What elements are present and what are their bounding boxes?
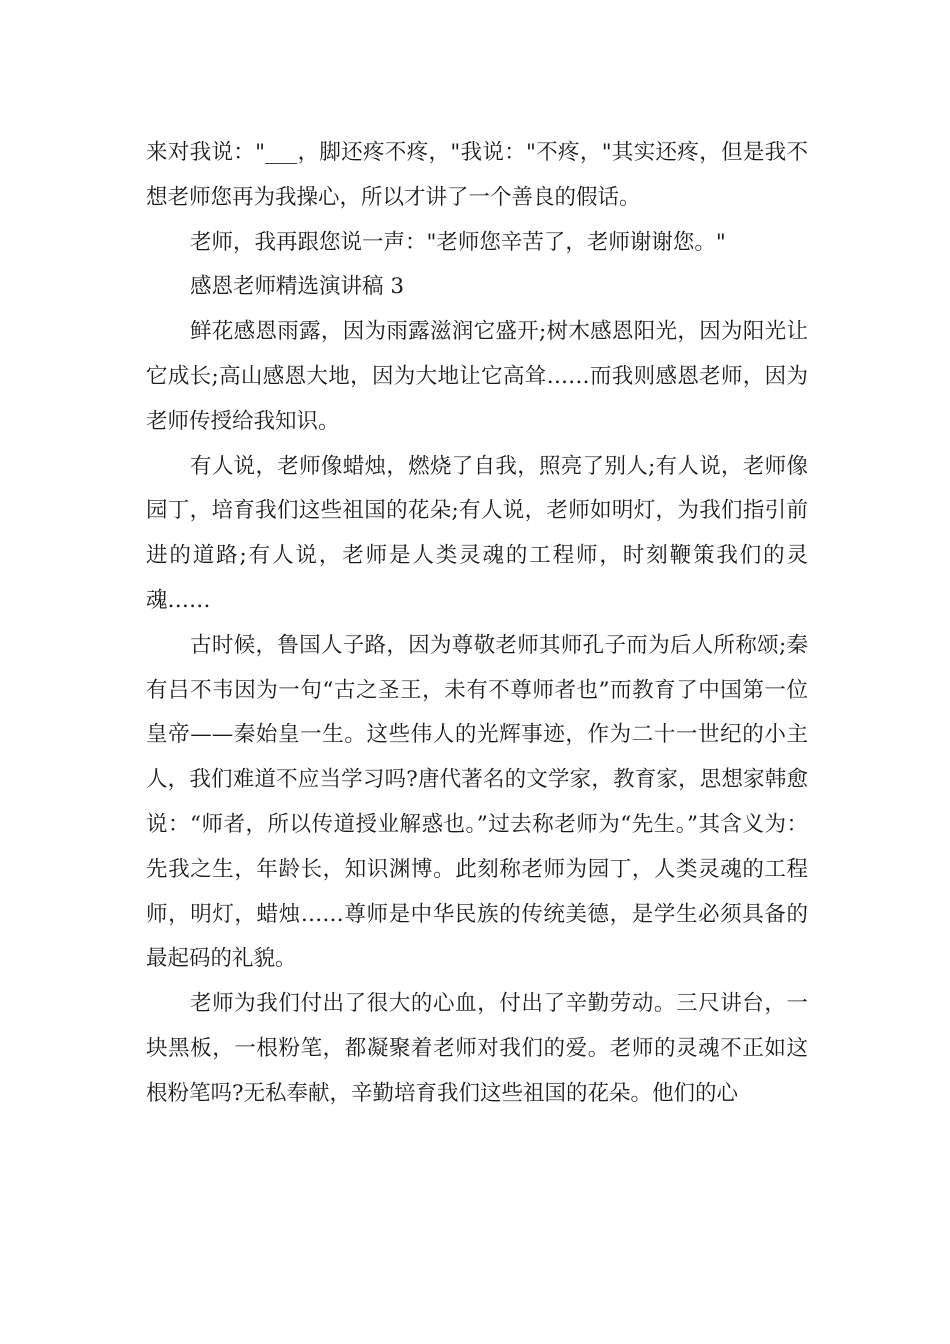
paragraph-thanks: 老师，我再跟您说一声："老师您辛苦了，老师谢谢您。" [190,229,726,255]
document-page [146,131,808,1117]
paragraph-metaphors: 有人说，老师像蜡烛，燃烧了自我，照亮了别人;有人说，老师像园丁，培育我们这些祖国的花朵;有人说，老师如明灯，为我们指引前进的道路;有人说，老师是人类灵魂的工程师，时刻鞭策我们的灵魂…… [146,453,808,613]
paragraph-continuation: 来对我说："___，脚还疼不疼，"我说："不疼，"其实还疼，但是我不想老师您再为我操心，所以才讲了一个善良的假话。 [146,140,808,210]
paragraph-history: 古时候，鲁国人子路，因为尊敬老师其师孔子而为后人所称颂;秦有吕不韦因为一句“古之圣王，未有不尊师者也”而教育了中国第一位皇帝——秦始皇一生。这些伟人的光辉事迹，作为二十一世纪的小主人，我们难道不应当学习吗?唐代著名的文学家，教育家，思想家韩愈说：“师者，所以传道授业解惑也。”过去称老师为“先生。”其含义为：先我之生，年龄长，知识渊博。此刻称老师为园丁，人类灵魂的工程师，明灯，蜡烛……尊师是中华民族的传统美德，是学生必须具备的最起码的礼貌。 [146,632,808,972]
section-heading: 感恩老师精选演讲稿 3 [190,274,405,300]
paragraph-gratitude: 鲜花感恩雨露，因为雨露滋润它盛开;树木感恩阳光，因为阳光让它成长;高山感恩大地，因为大地让它高耸……而我则感恩老师，因为老师传授给我知识。 [146,319,808,434]
paragraph-dedication: 老师为我们付出了很大的心血，付出了辛勤劳动。三尺讲台，一块黑板，一根粉笔，都凝聚着老师对我们的爱。老师的灵魂不正如这根粉笔吗?无私奉献，辛勤培育我们这些祖国的花朵。他们的心 [146,991,808,1106]
